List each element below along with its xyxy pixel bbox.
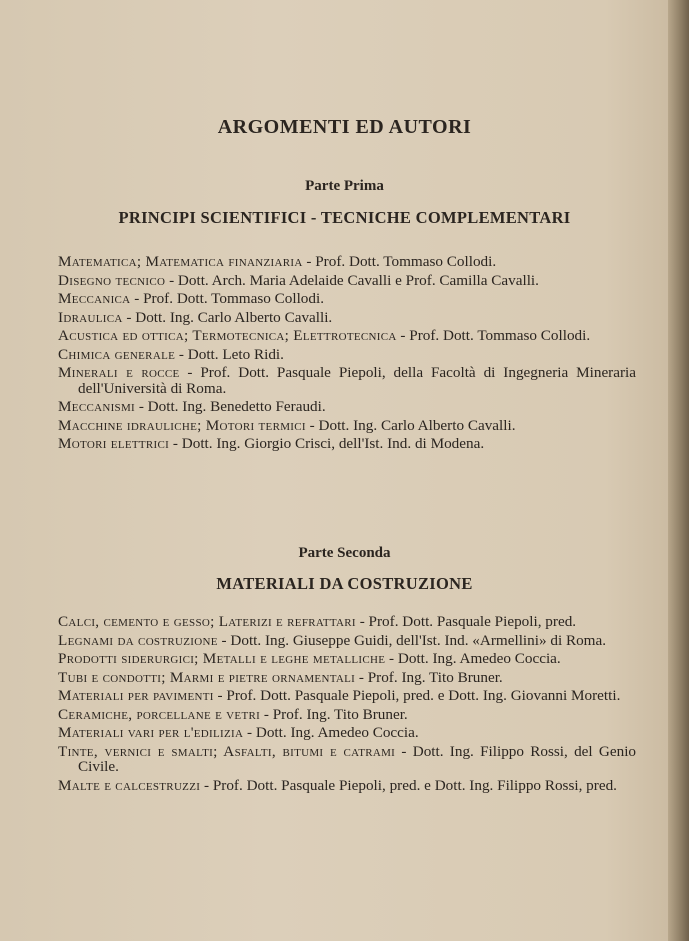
entry-authors: - Prof. Dott. Pasquale Piepoli, pred. e Dott. Ing. Giovanni Moretti. [213,687,621,704]
entry-authors: - Dott. Ing. Giorgio Crisci, dell'Ist. Ind. di Modena. [169,435,485,452]
entry-topic: Disegno tecnico [58,271,166,289]
entry-topic: Tubi e condotti; Marmi e pietre ornamentali [58,668,356,686]
entry-topic: Meccanica [58,290,131,307]
entry-authors: - Dott. Ing. Filippo Rossi, del Genio Civile. [78,742,637,775]
entry-authors: - Prof. Dott. Pasquale Piepoli, pred. e Dott. Ing. Filippo Rossi, pred. [200,776,617,794]
entry-authors: - Prof. Ing. Tito Bruner. [355,668,503,686]
entry-topic: Idraulica [58,308,123,326]
section-heading: MATERIALI DA COSTRUZIONE [216,574,473,593]
entry-topic: Materiali per pavimenti [58,687,214,704]
list-item [58,365,636,396]
list-item [58,688,636,704]
entry-authors: - Dott. Ing. Amedeo Coccia. [243,724,419,741]
entry-authors: - Dott. Ing. Carlo Alberto Cavalli. [122,308,333,326]
page-title: ARGOMENTI ED AUTORI [217,116,472,138]
entry-topic: Calci, cemento e gesso; Laterizi e refrattari [58,613,356,630]
list-item [58,744,636,775]
entry-topic: Materiali vari per l'edilizia [58,724,244,741]
entry-topic: Matematica; Matematica finanziaria [58,253,303,270]
entry-topic: Meccanismi [58,398,136,415]
entry-topic: Motori elettrici [58,435,170,452]
list-item [58,670,636,686]
entry-authors: - Prof. Dott. Pasquale Piepoli, pred. [355,613,577,630]
entry-topic: Prodotti siderurgici; Metalli e leghe metalliche [58,650,386,667]
list-item [58,725,636,741]
entry-authors: - Prof. Dott. Tommaso Collodi. [396,327,591,344]
entry-authors: - Dott. Ing. Benedetto Feraudi. [135,398,326,415]
entry-authors: - Dott. Ing. Giuseppe Guidi, dell'Ist. Ind. «Armellini» di Roma. [217,631,607,649]
section-heading: PRINCIPI SCIENTIFICI - TECNICHE COMPLEMENTARI [118,208,571,227]
entry-topic: Ceramiche, porcellane e vetri [58,705,261,723]
entry-authors: - Dott. Ing. Carlo Alberto Cavalli. [305,416,516,434]
entry-list [58,254,636,455]
list-item [58,328,636,344]
entry-topic: Acustica ed ottica; Termotecnica; Elettrotecnica [58,327,397,344]
list-item [58,614,636,630]
entry-authors: - Prof. Dott. Tommaso Collodi. [130,290,325,307]
list-item [58,418,636,434]
list-item [58,778,636,794]
list-item [58,254,636,270]
entry-authors: - Dott. Ing. Amedeo Coccia. [385,650,561,667]
entry-topic: Malte e calcestruzzi [58,776,201,794]
entry-topic: Macchine idrauliche; Motori termici [58,416,306,434]
list-item [58,291,636,307]
entry-authors: - Dott. Arch. Maria Adelaide Cavalli e Prof. Camilla Cavalli. [165,271,539,289]
list-item [58,707,636,723]
list-item [58,399,636,415]
book-gutter [668,0,689,941]
entry-authors: - Dott. Leto Ridi. [175,345,284,363]
entry-topic: Legnami da costruzione [58,631,218,649]
list-item [58,436,636,452]
list-item [58,273,636,289]
entry-topic: Minerali e rocce [58,364,180,381]
part-label: Parte Seconda [298,545,391,561]
entry-authors: - Prof. Dott. Tommaso Collodi. [302,253,497,270]
entry-list [58,614,636,796]
part-label: Parte Prima [305,178,384,194]
list-item [58,310,636,326]
entry-authors: - Prof. Ing. Tito Bruner. [260,705,408,723]
entry-topic: Tinte, vernici e smalti; Asfalti, bitumi e catrami [58,742,396,760]
list-item [58,347,636,363]
entry-authors: - Prof. Dott. Pasquale Piepoli, della Facoltà di Ingegneria Mineraria dell'Università di Roma. [78,364,636,397]
entry-topic: Chimica generale [58,345,176,363]
list-item [58,651,636,667]
list-item [58,633,636,649]
